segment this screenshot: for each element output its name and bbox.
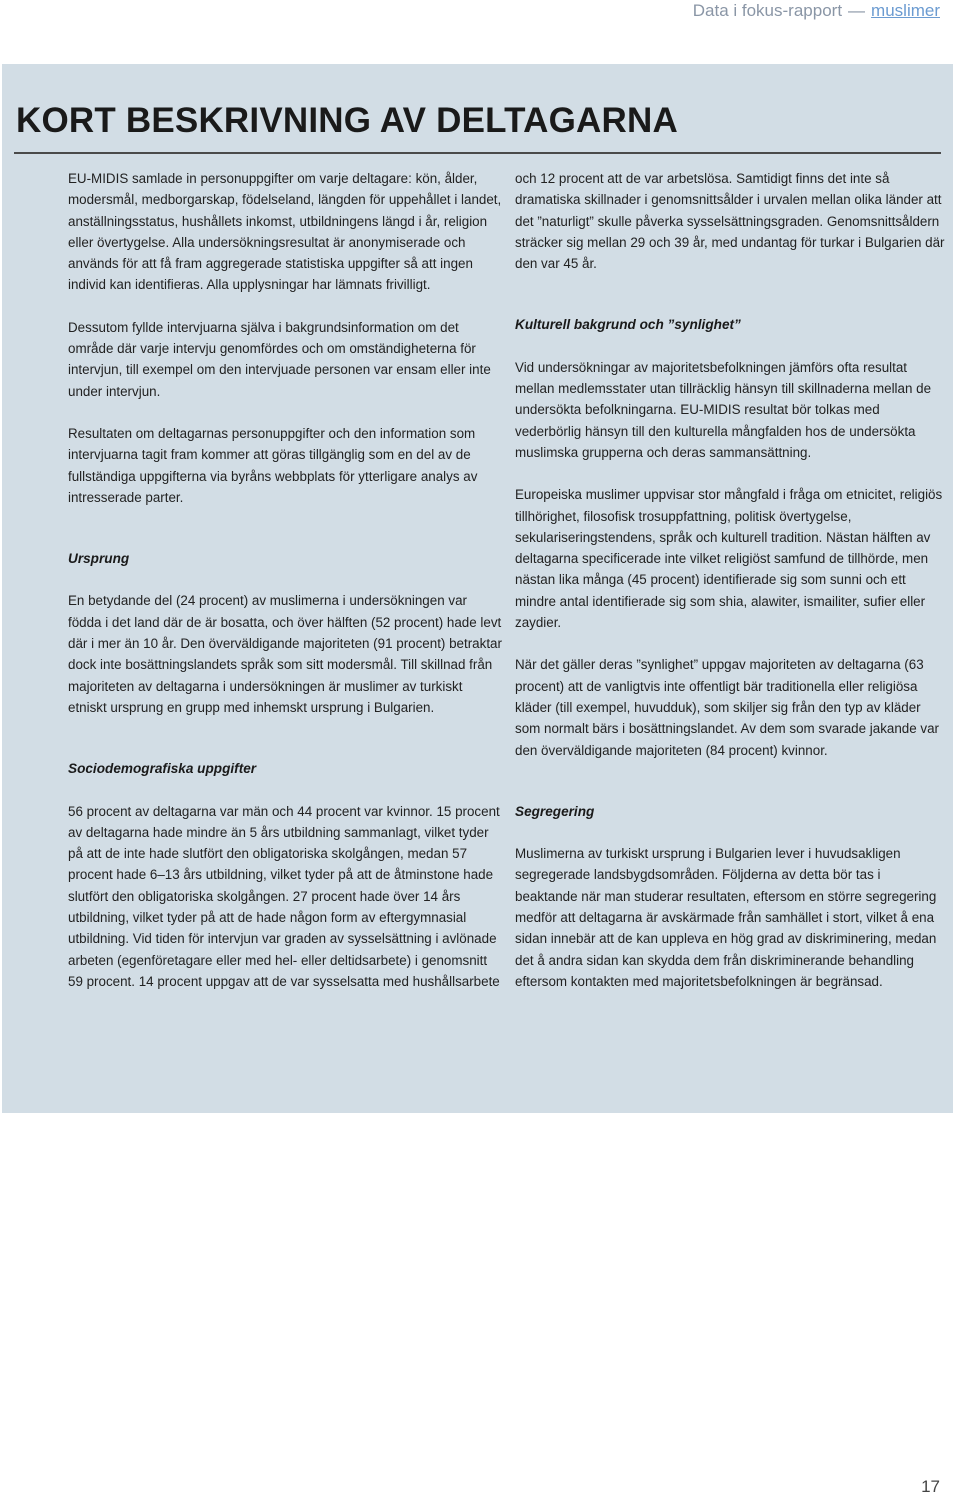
left-column <box>68 168 504 1013</box>
results-paragraph: Resultaten om deltagarnas personuppgifter och den information som intervjuarna tagit fram kommer att göras tillgänglig som en del av de fullständiga uppgifterna via byråns webbplats för ytterligare analys av intresserade parter. <box>68 425 478 505</box>
publication-name: Data i fokus-rapport <box>692 1 843 20</box>
right-column <box>515 168 945 1013</box>
heading-segregering: Segregering <box>515 803 595 819</box>
heading-sociodemografi: Sociodemografiska uppgifter <box>68 761 257 777</box>
diversity-paragraph: Europeiska muslimer uppvisar stor mångfald i fråga om etnicitet, religiös tillhörighet, filosofisk trosuppfattning, politisk övertygelse, sekulariseringstendens, språk och kulturell tradition. Nästan hälften av deltagarna specificerade inte vilket religiöst samfund de tillhörde, men nästan lika många (45 procent) identifierade sig som sunni och ett mindre antal identifierade sig som shia, alawiter, ismailiter, sufier eller zaydier. <box>515 487 943 631</box>
page-number: 17 <box>921 1477 940 1496</box>
visibility-paragraph: När det gäller deras ”synlighet” uppgav majoriteten av deltagarna (63 procent) att de vanligtvis inte offentligt bär traditionella eller religiösa kläder (till exempel, huvudduk), som skiljer sig från den typ av kläder som normalt bärs i bosättningslandet. Av dem som svarade jakande var den överväldigande majoriteten (84 procent) kvinnor. <box>515 657 940 758</box>
title-rule <box>14 152 941 154</box>
page-title: KORT BESKRIVNING AV DELTAGARNA <box>16 101 678 140</box>
sociodemografi-paragraph: 56 procent av deltagarna var män och 44 procent var kvinnor. 15 procent av deltagarna hade mindre än 5 års utbildning sammanlagt, vilket tyder på att de inte hade slutfört den obligatoriska skolgången, medan 57 procent hade 6–13 års utbildning, vilket tyder på att de åtminstone hade slutfört den obligatoriska skolgången. 27 procent hade över 14 års utbildning, vilket tyder på att de hade någon form av eftergymnasial utbildning. Vid tiden för intervjun var graden av sysselsättning i avlönade arbeten (egenföretagare eller med hel- eller deltidsarbete) i genomsnitt 59 procent. 14 procent uppgav att de var sysselsatta med hushållsarbete <box>68 803 500 989</box>
comparison-paragraph: Vid undersökningar av majoritetsbefolkningen jämförs ofta resultat mellan medlemsstater utan tillräcklig hänsyn till skillnaderna mellan de undersökta befolkningarna. EU-MIDIS resultat bör tolkas med vederbörlig hänsyn till den kulturella mångfalden hos de undersökta muslimska grupperna och deras sammansättning. <box>515 359 932 460</box>
running-header <box>693 0 940 24</box>
content-panel <box>2 64 953 1113</box>
header-separator: — <box>848 1 866 20</box>
heading-kulturell-bakgrund: Kulturell bakgrund och ”synlighet” <box>515 317 741 333</box>
heading-ursprung: Ursprung <box>68 551 130 567</box>
interviewer-paragraph: Dessutom fyllde intervjuarna själva i bakgrundsinformation om det område där varje intervju genomfördes och om omständigheterna för intervjun, till exempel om den intervjuade personen var ensam eller inte under intervjun. <box>68 319 491 399</box>
topic-link[interactable]: muslimer <box>871 1 940 20</box>
segregering-paragraph: Muslimerna av turkiskt ursprung i Bulgarien lever i huvudsakligen segregerade landsbygdsområden. Följderna av detta bör tas i beaktande när man studerar resultaten, eftersom en större segregering medför att deltagarna är avskärmade från samhället i stort, vilket å ena sidan innebär att de kan uppleva en hög grad av diskriminering, medan det å andra sidan kan skydda dem från diskriminerande behandling eftersom kontakten med majoritetsbefolkningen är begränsad. <box>515 846 937 989</box>
continued-paragraph: och 12 procent att de var arbetslösa. Samtidigt finns det inte så dramatiska skillnader i genomsnittsålder i urvalen mellan olika länder att det ”naturligt” skulle påverka sysselsättningsgraden. Genomsnittsåldern sträcker sig mellan 29 och 39 år, med undantag för turkar i Bulgarien där den var 45 år. <box>515 171 945 272</box>
intro-paragraph: EU-MIDIS samlade in personuppgifter om varje deltagare: kön, ålder, modersmål, medborgarskap, födelseland, längden för uppehållet i landet, anställningsstatus, hushållets inkomst, utbildningens längd i år, religion eller övertygelse. Alla undersökningsresultat är anonymiserade och används för att få fram aggregerade statistiska uppgifter så att ingen individ kan identifieras. Alla upplysningar har lämnats frivilligt. <box>68 171 502 293</box>
ursprung-paragraph: En betydande del (24 procent) av muslimerna i undersökningen var födda i det land där de är bosatta, och över hälften (52 procent) hade levt där i mer än 10 år. Den överväldigande majoriteten (91 procent) betraktar dock inte bosättningslandets språk som sitt modersmål. Till skillnad från majoriteten av deltagarna i undersökningen är muslimer av turkiskt etniskt ursprung en grupp med inhemskt ursprung i Bulgarien. <box>68 593 502 715</box>
